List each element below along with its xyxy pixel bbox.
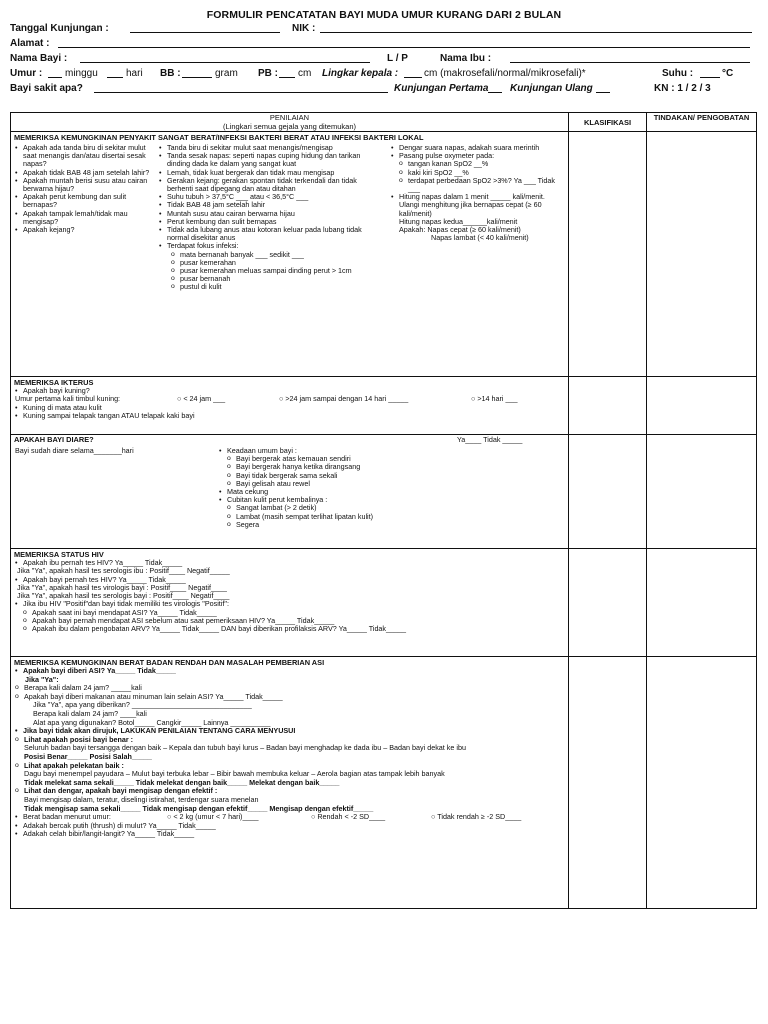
section-hiv-body [11,559,568,634]
section-ikterus-tindakan[interactable] [647,377,757,435]
posisi-options[interactable]: Posisi Benar_____ Posisi Salah_____ [24,751,152,761]
header-row-umur [10,67,758,82]
ikterus-opt-gt14-label: >14 hari ___ [477,394,518,404]
lingkar-unit: cm (makrosefali/normal/mikrosefali)* [424,68,586,79]
umur-label: Umur : [10,68,43,79]
alamat-field[interactable] [58,37,750,48]
diare-lama[interactable]: Bayi sudah diare selama_______hari [15,446,134,455]
section-asi-title: MEMERIKSA KEMUNGKINAN BERAT BADAN RENDAH DAN MASALAH PEMBERIAN ASI [14,658,325,667]
header-row-sakit [10,82,758,97]
hiv-sub-line[interactable]: o Apakah ibu dalam pengobatan ARV? Ya_____ Tidak_____ DAN bayi diberikan profilaksis ARV? Ya_____ Tidak_____ [23,625,568,633]
bb-label: BB : [160,68,181,79]
infeksi-sign[interactable]: • Tanda biru di sekitar mulut saat menangis/mengisap [159,144,381,152]
hitung-napas-item[interactable]: • Hitung napas dalam 1 menit _____ kali/menit. [391,193,563,201]
posisi-desc: Seluruh badan bayi tersangga dengan baik – Kepala dan tubuh bayi lurus – Badan bayi menghadap ke dada ibu – Badan bayi dekat ke ibu [24,743,466,753]
pelekatan-title: o Lihat apakah pelekatan baik : [24,760,124,770]
nama-ibu-label: Nama Ibu : [440,53,492,64]
asi-list [15,667,560,676]
section-diare-tindakan[interactable] [647,435,757,549]
infeksi-sign[interactable]: • Tidak ada lubang anus atau kotoran keluar pada lubang tidak normal disekitar anus [159,226,381,242]
pelekatan-desc: Dagu bayi menempel payudara – Mulut bayi terbuka lebar – Bibir bawah membuka keluar – Aerola bagian atas tampak lebih banyak [24,769,445,779]
hiv-sub-line[interactable]: o Apakah bayi pernah mendapat ASI sebelum atau saat pemeriksaan HIV? Ya_____ Tidak_____ [23,617,568,625]
infeksi-sign[interactable]: • Gerakan kejang: gerakan spontan tidak terkendali dan tidak berhenti saat dipegang dan atau ditahan [159,177,381,193]
section-infeksi-body [11,142,568,374]
berat-opt-2[interactable]: ○ Rendah < -2 SD____ [311,812,386,822]
asi-penilaian-list [15,736,560,813]
infeksi-sign[interactable] [159,242,381,291]
cubitan-label: Cubitan kulit perut kembalinya : [227,495,328,505]
napas-cepat-text[interactable]: Apakah: Napas cepat (≥ 60 kali/menit) [399,225,521,235]
infeksi-exam [391,144,563,242]
header-row-tanggal [10,22,758,37]
keadaan-umum-label: Keadaan umum bayi : [227,446,297,455]
keadaan-umum-item [219,447,479,488]
fokus-infeksi-item[interactable]: o mata bernanah banyak ___ sedikit ___ [171,251,381,259]
section-ikterus-klasifikasi[interactable] [569,377,647,435]
section-infeksi-penilaian [11,132,569,377]
hiv-line[interactable]: • Apakah bayi pernah tes HIV? Ya_____ Tidak_____ [15,576,568,584]
keadaan-umum-options [227,455,479,488]
kunjungan-pertama-field[interactable] [488,82,502,93]
umur-hari-field[interactable] [107,67,123,78]
hiv-list [15,559,568,567]
section-diare-body [11,435,568,547]
column-header-row [11,113,757,132]
kunjungan-ulang-label: Kunjungan Ulang [510,83,593,94]
penilaian-sublabel: (Lingkari semua gejala yang ditemukan) [223,122,356,131]
section-ikterus-title: MEMERIKSA IKTERUS [14,378,94,387]
berat-opt-1-label: < 2 kg (umur < 7 hari)____ [173,812,259,822]
tanggal-field[interactable] [130,22,280,33]
asi-alat[interactable]: Alat apa yang digunakan? Botol_____ Cangkir_____ Lainnya __________ [33,717,271,727]
keadaan-option[interactable]: o Bayi gelisah atau rewel [227,480,479,488]
diare-signs [219,447,479,529]
infeksi-sign[interactable]: • Tanda sesak napas: seperti napas cuping hidung dan tarikan dinding dada ke dalam yang sangat kuat [159,152,381,168]
infeksi-question[interactable]: • Apakah perut kembung dan sulit bernapas? [15,193,157,209]
form-title: FORMULIR PENCATATAN BAYI MUDA UMUR KURANG DARI 2 BULAN [206,9,562,21]
hiv-list-2 [15,576,568,584]
asi-question[interactable]: • Apakah bayi diberi ASI? Ya_____ Tidak_____ [15,667,560,676]
hiv-line [15,600,568,633]
umur-minggu-field[interactable] [48,67,62,78]
bb-field[interactable] [182,67,212,78]
spo2-item[interactable]: o tangan kanan SpO2 __% [399,160,563,168]
cm-unit: cm [298,68,312,79]
pelekatan-item [15,762,560,788]
keadaan-option[interactable]: o Bayi bergerak atas kemauan sendiri [227,455,479,463]
klasifikasi-header: KLASIFIKASI [569,113,647,132]
mengisap-item [15,787,560,813]
napas-lambat-text[interactable]: Napas lambat (< 40 kali/menit) [431,233,529,243]
infeksi-sign[interactable]: • Muntah susu atau cairan berwarna hijau [159,210,381,218]
infeksi-exam-list [391,144,563,201]
berat-opt-3-label: Tidak rendah ≥ -2 SD____ [437,812,522,822]
lingkar-label: Lingkar kepala : [322,68,399,79]
berat-label: Berat badan menurut umur: [23,812,111,822]
section-hiv-penilaian [11,549,569,657]
header-row-alamat [10,37,758,52]
section-ikterus [11,377,757,435]
oxymeter-label: Pasang pulse oxymeter pada: [399,151,495,161]
asi-makanan[interactable]: o Apakah bayi diberi makanan atau minuman lain selain ASI? Ya_____ Tidak_____ [15,693,560,702]
section-asi-body [11,667,568,839]
section-hiv-tindakan[interactable] [647,549,757,657]
bercak-item[interactable]: • Adakah bercak putih (thrush) di mulut? Ya_____ Tidak_____ [15,822,560,831]
infeksi-questions [15,144,157,234]
mengisap-desc: Bayi mengisap dalam, teratur, diselingi istirahat, terdengar suara menelan [24,794,259,804]
section-hiv-title: MEMERIKSA STATUS HIV [14,550,104,559]
ikterus-onset-label: Umur pertama kali timbul kuning: [15,394,121,404]
kunjungan-pertama-label: Kunjungan Pertama [394,83,489,94]
section-asi-klasifikasi[interactable] [569,657,647,909]
keadaan-option[interactable]: o Bayi bergerak hanya ketika dirangsang [227,463,479,471]
infeksi-question[interactable]: • Apakah tidak BAB 48 jam setelah lahir? [15,169,157,177]
fokus-infeksi-item[interactable]: o pusar kemerahan meluas sampai dinding perut > 1cm [171,267,381,275]
berat-opt-3[interactable]: ○ Tidak rendah ≥ -2 SD____ [431,812,522,822]
alamat-label: Alamat : [10,38,50,49]
fokus-infeksi-item[interactable]: o pusar bernanah [171,275,381,283]
minggu-unit: minggu [65,68,98,79]
infeksi-signs [159,144,381,292]
ikterus-opt-24-label: < 24 jam ___ [183,394,226,404]
penilaian-label: PENILAIAN [269,113,310,122]
hiv-line[interactable]: Jika "Ya", apakah hasil tes serologis bayi : Positif____ Negatif____ [17,591,230,601]
infeksi-question[interactable]: • Apakah kejang? [15,226,157,234]
infeksi-sign[interactable]: • Suhu tubuh > 37,5°C ___ atau < 36,5°C ___ [159,193,381,201]
ikterus-question[interactable]: • Kuning sampai telapak tangan ATAU telapak kaki bayi [15,412,568,420]
suara-napas-item[interactable]: • Dengar suara napas, adakah suara merintih [391,144,563,152]
hitung-kedua-text[interactable]: Hitung napas kedua______kali/menit [399,216,518,226]
section-infeksi-tindakan[interactable] [647,132,757,377]
infeksi-question[interactable]: • Apakah tampak lemah/tidak mau mengisap? [15,210,157,226]
section-infeksi [11,132,757,377]
section-asi-penilaian [11,657,569,909]
mata-cekung-item[interactable]: • Mata cekung [219,488,479,496]
asi-diberikan[interactable]: Jika "Ya", apa yang diberikan? ______________________________ [33,700,252,710]
fokus-infeksi-list [171,251,381,292]
fokus-infeksi-item[interactable]: o pusar kemerahan [171,259,381,267]
tindakan-header: TINDAKAN/ PENGOBATAN [647,113,757,132]
ikterus-onset-row [15,394,568,404]
ulangi-text: Ulangi menghitung jika bernapas cepat (≥ 60 kali/menit) [399,200,542,218]
fokus-infeksi-item[interactable]: o pustul di kulit [171,283,381,291]
diare-list [219,447,479,529]
infeksi-question[interactable]: • Apakah ada tanda biru di sekitar mulut saat menangis dan/atau disertai sesak napas? [15,144,157,169]
diare-yatidak[interactable]: Ya____ Tidak _____ [457,435,523,444]
ikterus-opt-24[interactable]: ○ < 24 jam ___ [177,394,226,404]
pb-label: PB : [258,68,278,79]
section-diare-title: APAKAH BAYI DIARE? [14,435,94,444]
section-asi-tindakan[interactable] [647,657,757,909]
section-hiv [11,549,757,657]
mengisap-options[interactable]: Tidak mengisap sama sekali_____ Tidak mengisap dengan efektif_____ Mengisap dengan efektif_____ [24,803,374,813]
asi-jikaya: Jika "Ya": [25,674,59,684]
infeksi-question[interactable]: • Apakah muntah berisi susu atau cairan berwarna hijau? [15,177,157,193]
hiv-line[interactable]: • Apakah ibu pernah tes HIV? Ya_____ Tidak_____ [15,559,568,567]
section-ikterus-body [11,387,568,431]
ikterus-opt-14[interactable]: ○ >24 jam sampai dengan 14 hari _____ [279,394,409,404]
infeksi-sign[interactable]: • Tidak BAB 48 jam setelah lahir [159,201,381,209]
suhu-unit: °C [722,68,734,79]
ikterus-question[interactable]: • Kuning di mata atau kulit [15,404,568,412]
gram-unit: gram [215,68,238,79]
pelekatan-options[interactable]: Tidak melekat sama sekali_____ Tidak melekat dengan baik_____ Melekat dengan baik_____ [24,777,340,787]
cubitan-item [219,496,479,529]
nama-ibu-field[interactable] [510,52,750,63]
celah-item[interactable]: • Adakah celah bibir/langit-langit? Ya_____ Tidak_____ [15,830,560,839]
posisi-title: o Lihat apakah posisi bayi benar : [24,734,134,744]
asi-list-3 [15,813,560,839]
berat-opt-1[interactable]: ○ < 2 kg (umur < 7 hari)____ [167,812,259,822]
suhu-field[interactable] [700,67,720,78]
header-row-nama [10,52,758,67]
oxymeter-item[interactable] [391,152,563,193]
ikterus-question[interactable] [15,387,568,404]
mengisap-title: o Lihat dan dengar, apakah bayi mengisap dengan efektif : [24,786,218,796]
hiv-sub-list [23,609,568,634]
ikterus-opt-14-label: >24 jam sampai dengan 14 hari _____ [285,394,409,404]
nik-label: NIK : [292,23,316,34]
section-diare [11,435,757,549]
berat-opt-2-label: Rendah < -2 SD____ [317,812,386,822]
ikterus-list [15,387,568,420]
sakit-label: Bayi sakit apa? [10,83,83,94]
spo2-item[interactable]: o terdapat perbedaan SpO2 >3%? Ya ___ Tidak ___ [399,177,563,193]
fokus-infeksi-label: Terdapat fokus infeksi: [167,241,239,251]
kunjungan-ulang-field[interactable] [596,82,610,93]
cubitan-option[interactable]: o Sangat lambat (> 2 detik) [227,504,479,512]
tanggal-label: Tanggal Kunjungan : [10,23,109,34]
section-diare-klasifikasi[interactable] [569,435,647,549]
cubitan-options [227,504,479,529]
hari-unit: hari [126,68,143,79]
cubitan-option[interactable]: o Segera [227,521,479,529]
sakit-field[interactable] [94,82,388,93]
nama-bayi-field[interactable] [80,52,370,63]
assessment-table [10,112,757,909]
penilaian-header [11,113,569,132]
section-diare-penilaian [11,435,569,549]
section-infeksi-title: MEMERIKSA KEMUNGKINAN PENYAKIT SANGAT BERAT/INFEKSI BAKTERI BERAT ATAU INFEKSI BAKTERI LOKAL [14,133,424,142]
infeksi-sign[interactable]: • Lemah, tidak kuat bergerak dan tidak mau mengisap [159,169,381,177]
hiv-sub-line[interactable]: o Apakah saat ini bayi mendapat ASI? Ya_____ Tidak_____ [23,609,568,617]
nama-bayi-label: Nama Bayi : [10,53,68,64]
asi-dirujuk: • Jika bayi tidak akan dirujuk, LAKUKAN PENILAIAN TENTANG CARA MENYUSUI [15,727,560,736]
asi-sub-list [15,684,560,701]
section-ikterus-penilaian [11,377,569,435]
spo2-list [399,160,563,193]
spo2-item[interactable]: o kaki kiri SpO2 __% [399,169,563,177]
asi-berapa-2[interactable]: Berapa kali dalam 24 jam? ____kali [33,708,147,718]
section-hiv-klasifikasi[interactable] [569,549,647,657]
lingkar-field[interactable] [404,67,422,78]
hiv-line[interactable]: Jika "Ya", apakah hasil tes virologis bayi : Positif____ Negatif____ [17,582,227,592]
asi-berapa[interactable]: o Berapa kali dalam 24 jam? _____kali [15,684,560,693]
hiv-arv-label: Jika ibu HIV "Positif"dan bayi tidak memiliki tes virologis "Positif": [23,599,229,609]
kn-label: KN : 1 / 2 / 3 [654,83,711,94]
pb-field[interactable] [279,67,295,78]
hiv-line[interactable]: Jika "Ya", apakah hasil tes serologis ibu : Positif____ Negatif_____ [17,566,230,576]
keadaan-option[interactable]: o Bayi tidak bergerak sama sekali [227,472,479,480]
infeksi-sign[interactable]: • Perut kembung dan sulit bernapas [159,218,381,226]
nik-field[interactable] [320,22,752,33]
ikterus-opt-gt14[interactable]: ○ >14 hari ___ [471,394,518,404]
section-infeksi-klasifikasi[interactable] [569,132,647,377]
cubitan-option[interactable]: o Lambat (masih sempat terlihat lipatan kulit) [227,513,479,521]
jenis-kelamin-label: L / P [387,53,408,64]
ikterus-q1: • Apakah bayi kuning? [23,386,90,395]
hiv-list-3 [15,600,568,633]
section-asi [11,657,757,909]
suhu-label: Suhu : [662,68,694,79]
posisi-item [15,736,560,762]
